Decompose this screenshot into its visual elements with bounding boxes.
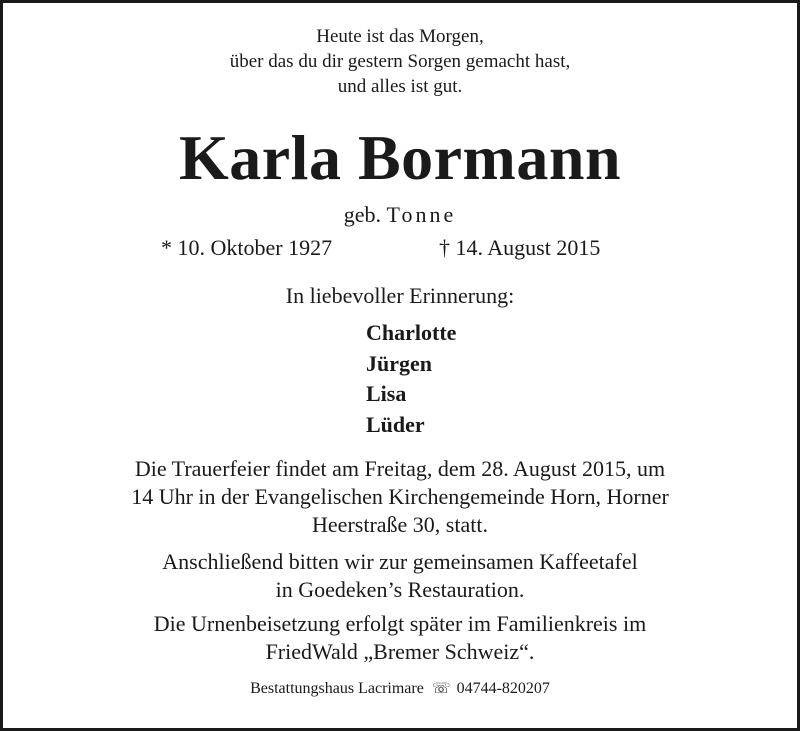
funeral-info bbox=[0, 455, 800, 539]
burial-info bbox=[0, 610, 800, 666]
telephone-icon: ☏ bbox=[431, 681, 451, 697]
undertaker-name: Bestattungshaus Lacrimare bbox=[250, 680, 424, 697]
mourner-name: Lüder bbox=[366, 411, 425, 437]
motto-line: Heute ist das Morgen, bbox=[316, 26, 484, 47]
maiden-prefix: geb. bbox=[343, 202, 382, 227]
funeral-line: Heerstraße 30, statt. bbox=[312, 512, 488, 537]
reception-info bbox=[0, 548, 800, 604]
funeral-line: Die Trauerfeier findet am Freitag, dem 28. August 2015, um bbox=[134, 456, 666, 481]
phone-number: 04744-820207 bbox=[456, 680, 550, 697]
burial-line: Die Urnenbeisetzung erfolgt später im Familienkreis im bbox=[153, 611, 647, 636]
motto-line: über das du dir gestern Sorgen gemacht hast, bbox=[229, 51, 571, 72]
maiden-name: Tonne bbox=[386, 202, 457, 227]
maiden-name-line bbox=[0, 202, 800, 228]
birth-date: * 10. Oktober 1927 bbox=[161, 235, 333, 260]
mourner-name: Lisa bbox=[366, 381, 407, 406]
burial-line: FriedWald „Bremer Schweiz“. bbox=[265, 639, 535, 664]
death-date: † 14. August 2015 bbox=[439, 235, 601, 260]
remembrance-heading: In liebevoller Erinnerung: bbox=[285, 283, 515, 308]
mourner-name: Jürgen bbox=[366, 350, 432, 376]
mourner-name: Charlotte bbox=[366, 320, 457, 345]
motto-quote bbox=[0, 24, 800, 99]
reception-line: Anschließend bitten wir zur gemeinsamen Kaffeetafel bbox=[162, 549, 638, 574]
motto-line: und alles ist gut. bbox=[337, 76, 463, 97]
reception-line: in Goedeken’s Restauration. bbox=[275, 577, 525, 602]
funeral-line: 14 Uhr in der Evangelischen Kirchengemeinde Horn, Horner bbox=[131, 484, 669, 509]
mourners-list bbox=[366, 318, 456, 440]
deceased-name: Karla Bormann bbox=[178, 122, 622, 193]
undertaker-footer bbox=[0, 678, 800, 700]
